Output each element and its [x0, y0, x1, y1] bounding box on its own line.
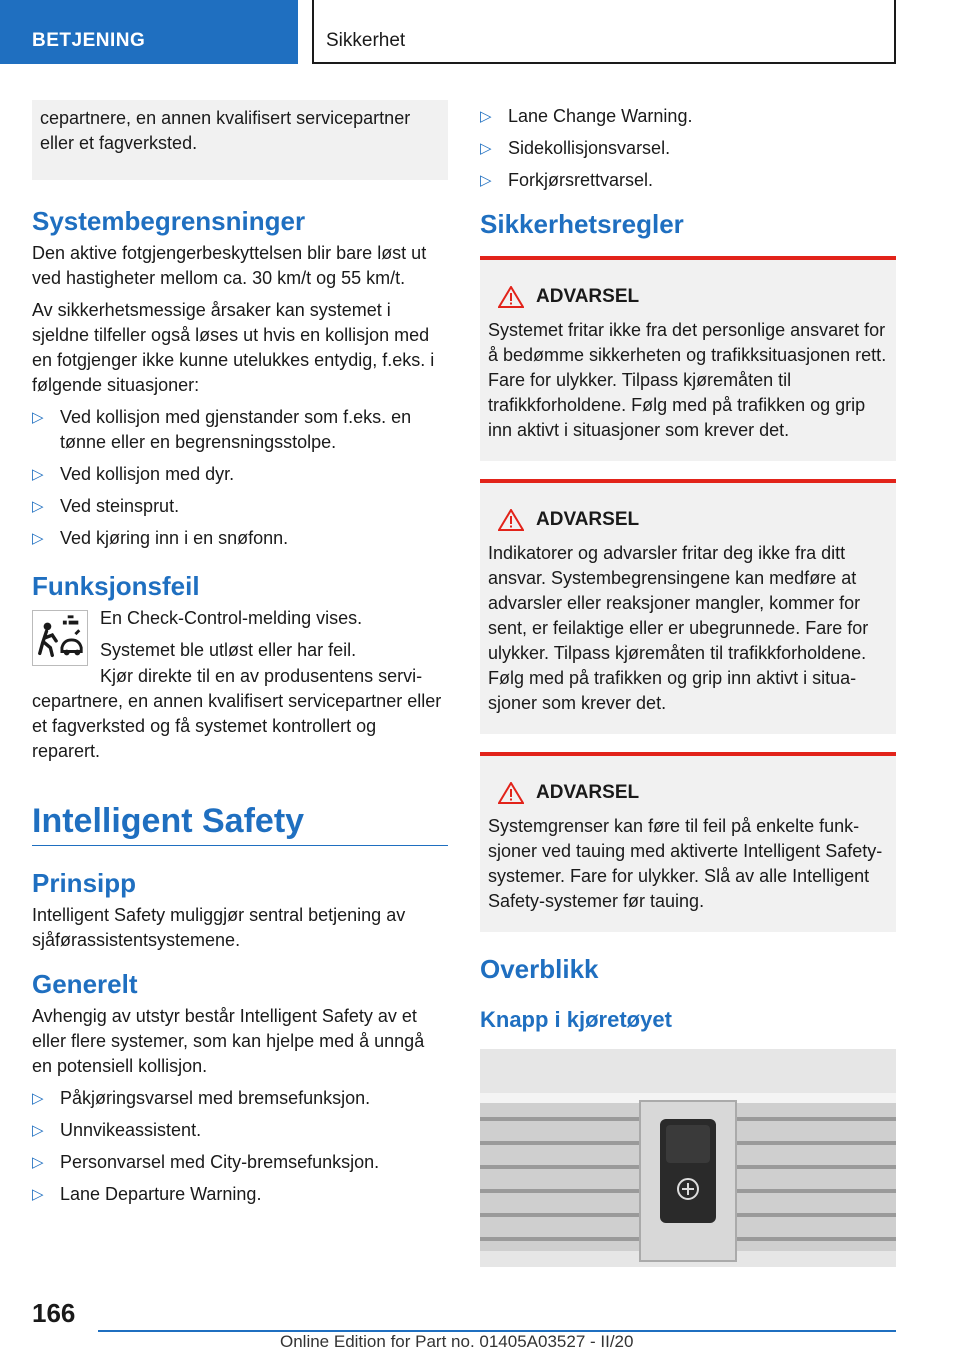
malfunction-status: Systemet ble utløst eller har feil.	[100, 640, 357, 660]
triangle-bullet-icon: ▷	[32, 530, 44, 547]
triangle-bullet-icon: ▷	[32, 1122, 44, 1139]
list-item: ▷ Sidekollisjonsvarsel.	[480, 136, 896, 161]
page-number: 166	[32, 1298, 76, 1328]
pedestrian-warning-icon	[32, 610, 88, 666]
principle-paragraph: Intelligent Safety muliggjør sentral betjening av sjåførassistentsystemene.	[32, 905, 406, 950]
vehicle-button-photo	[480, 1049, 896, 1267]
general-systems-list	[32, 1086, 448, 1207]
list-item: ▷ Ved kollisjon med dyr.	[32, 462, 448, 487]
left-column	[32, 100, 448, 1215]
warning-text: Systemgrenser kan føre til feil på enkelte funksjoner ved tauing med aktiverte Intelligent Safety-systemer. Fare for ulykker. Slå av alle Intelligent Safety-systemer før tauing.	[488, 816, 883, 911]
triangle-bullet-icon: ▷	[480, 172, 492, 189]
principle-heading: Prinsipp	[32, 868, 137, 898]
triangle-bullet-icon: ▷	[480, 108, 492, 125]
safety-rules-heading: Sikkerhetsregler	[480, 209, 684, 239]
intelligent-safety-heading: Intelligent Safety	[32, 802, 448, 846]
continued-note-box	[32, 100, 448, 180]
general-paragraph: Avhengig av utstyr består Intelligent Safety av et eller flere systemer, som kan hjelpe med å unngå en potensiell kollisjon.	[32, 1006, 425, 1076]
continued-systems-list	[480, 104, 896, 193]
warning-title: ADVARSEL	[488, 782, 888, 804]
list-item: ▷ Ved kollisjon med gjenstander som f.eks. en tønne eller en begrensningsstolpe.	[32, 407, 412, 452]
continued-note-text: cepartnere, en annen kvalifisert servicepartner eller et fagverksted.	[40, 108, 411, 153]
triangle-bullet-icon: ▷	[480, 140, 492, 157]
warning-text: Systemet fritar ikke fra det personlige ansvaret for å bedømme sikkerheten og trafikksituasjonen rett. Fare for ulykker. Tilpass kjøremåten til trafikkforholdene. Følg med på trafikken og grip inn aktivt i situasjoner som krever det.	[488, 320, 887, 440]
list-item: ▷ Ved steinsprut.	[32, 494, 448, 519]
system-limits-paragraph-1: Den aktive fotgjengerbeskyttelsen blir bare løst ut ved hastigheter mellom ca. 30 km/t og 55 km/t.	[32, 243, 427, 288]
triangle-bullet-icon: ▷	[32, 1090, 44, 1107]
malfunction-heading: Funksjonsfeil	[32, 571, 200, 601]
warning-triangle-icon	[498, 782, 524, 804]
vehicle-button-heading: Knapp i kjøretøyet	[480, 1007, 672, 1032]
footer-edition: Online Edition for Part no. 01405A03527 - II/20	[280, 1332, 634, 1351]
triangle-bullet-icon: ▷	[32, 409, 44, 426]
general-heading: Generelt	[32, 969, 138, 999]
warning-triangle-icon	[498, 509, 524, 531]
header-section: BETJENING	[0, 0, 298, 64]
malfunction-block	[32, 606, 448, 666]
list-item: ▷ Forkjørsrettvarsel.	[480, 168, 896, 193]
triangle-bullet-icon: ▷	[32, 1154, 44, 1171]
triangle-bullet-icon: ▷	[32, 1186, 44, 1203]
list-item: ▷ Unnvikeassistent.	[32, 1118, 448, 1143]
list-item: ▷ Lane Departure Warning.	[32, 1182, 448, 1207]
warning-triangle-icon	[498, 286, 524, 308]
list-item: ▷ Lane Change Warning.	[480, 104, 896, 129]
triangle-bullet-icon: ▷	[32, 498, 44, 515]
warning-box	[480, 256, 896, 461]
right-column	[480, 100, 896, 1272]
malfunction-instruction: Kjør direkte til en av produsentens servicepartnere, en annen kvalifisert servicepartner eller et fagverksted og få systemet kontrollert og reparert.	[32, 666, 442, 761]
malfunction-message: En Check-Control-melding vises.	[100, 608, 363, 628]
header-chapter: Sikkerhet	[312, 0, 896, 64]
overview-heading: Overblikk	[480, 954, 599, 984]
triangle-bullet-icon: ▷	[32, 466, 44, 483]
system-limits-heading: Systembegrensninger	[32, 206, 306, 236]
system-limits-list	[32, 405, 448, 551]
list-item: ▷ Påkjøringsvarsel med bremsefunksjon.	[32, 1086, 448, 1111]
warning-title: ADVARSEL	[488, 286, 888, 308]
warning-text: Indikatorer og advarsler fritar deg ikke fra ditt ansvar. Systembegrensingene kan medføre at advarsler eller reaksjoner mangler, kommer for sent, er feilaktige eller er ubegrunnede. Fare for ulykker. Tilpass kjøremåten til trafikkforholdene. Følg med på trafikken og grip inn aktivt i situasjoner som krever det.	[488, 543, 869, 713]
list-item: ▷ Personvarsel med City-bremsefunksjon.	[32, 1150, 448, 1175]
list-item: ▷ Ved kjøring inn i en snøfonn.	[32, 526, 448, 551]
warning-box	[480, 752, 896, 932]
system-limits-paragraph-2: Av sikkerhetsmessige årsaker kan systemet i sjeldne tilfeller også løses ut hvis en kollisjon med en fotgjenger ikke kunne utelukkes entydig, f.eks. i følgende situasjoner:	[32, 300, 435, 395]
warning-title: ADVARSEL	[488, 509, 888, 531]
warning-box	[480, 479, 896, 734]
